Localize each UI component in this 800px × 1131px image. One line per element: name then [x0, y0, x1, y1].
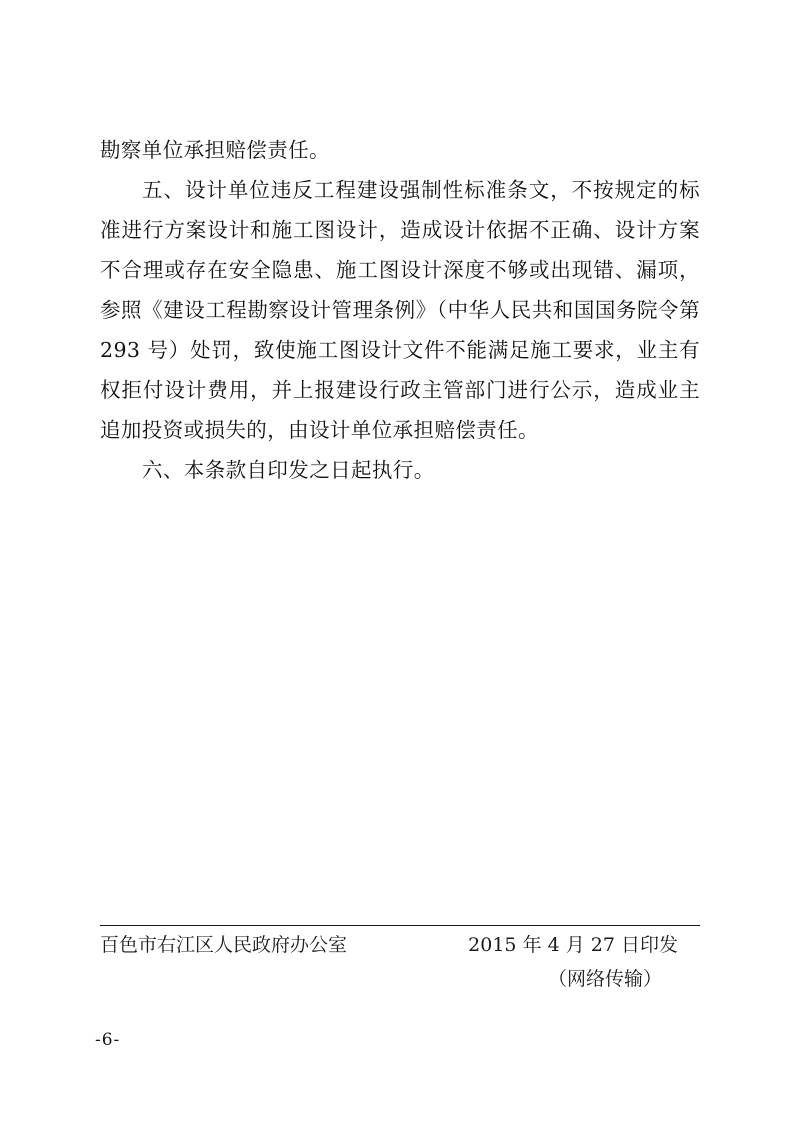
- footer-issuer: 百色市右江区人民政府办公室: [100, 934, 348, 956]
- document-footer: [100, 925, 700, 996]
- footer-issue-date: 2015 年 4 月 27 日印发: [468, 934, 678, 956]
- page-number: -6-: [95, 1030, 121, 1050]
- paragraph-item-six: 六、本条款自印发之日起执行。: [142, 458, 435, 482]
- document-body: [100, 130, 700, 490]
- paragraph-continued: 勘察单位承担赔偿责任。: [100, 138, 330, 162]
- footer-transmission-note: （网络传输）: [547, 968, 662, 990]
- footer-row: [100, 926, 700, 962]
- paragraph-item-five: 五、设计单位违反工程建设强制性标准条文，不按规定的标准进行方案设计和施工图设计，造成设计依据不正确、设计方案不合理或存在安全隐患、施工图设计深度不够或出现错、漏项，参照《建设工程勘察设计管理条例》（中华人民共和国国务院令第 293 号）处罚，致使施工图设计文件不能满足施工要求，业主有权拒付设计费用，并上报建设行政主管部门进行公示，造成业主追加投资或损失的，由设计单位承担赔偿责任。: [100, 178, 700, 442]
